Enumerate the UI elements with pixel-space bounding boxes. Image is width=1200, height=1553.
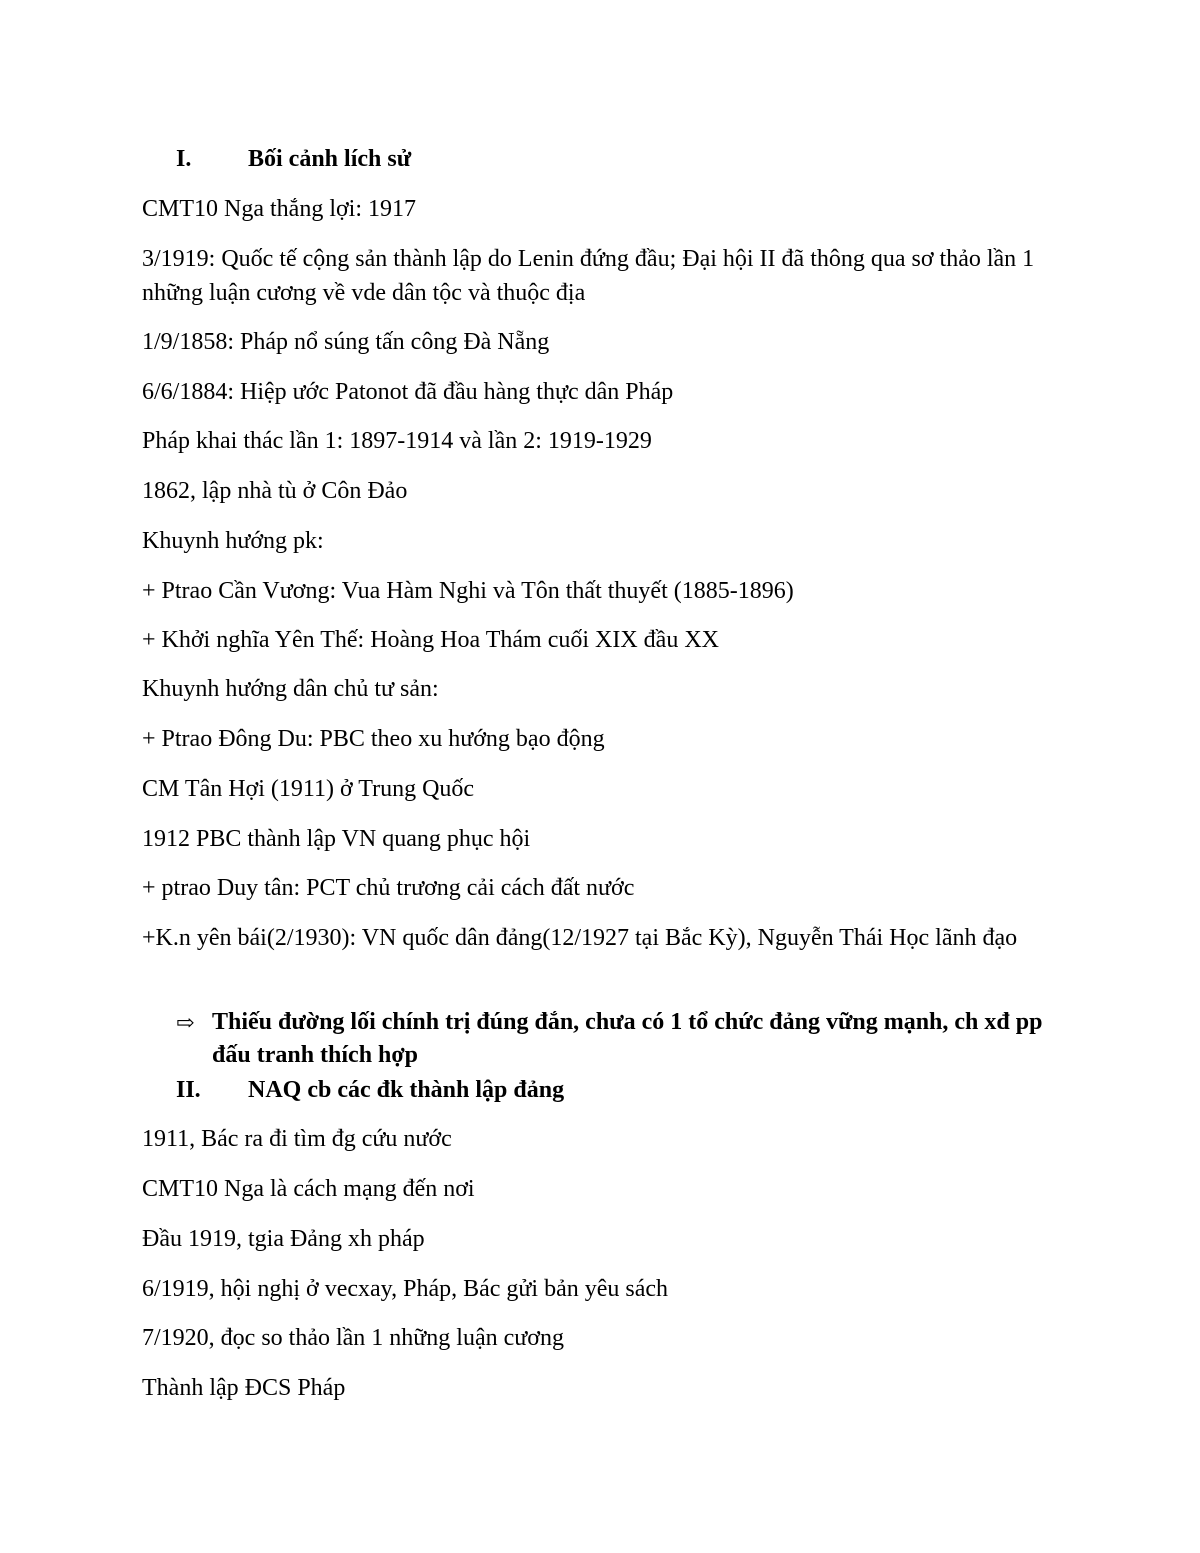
paragraph: +K.n yên bái(2/1930): VN quốc dân đảng(12/1927 tại Bắc Kỳ), Nguyễn Thái Học lãnh đạo	[142, 925, 1018, 951]
paragraph: CM Tân Hợi (1911) ở Trung Quốc	[142, 776, 475, 802]
paragraph: 3/1919: Quốc tế cộng sản thành lập do Lenin đứng đầu; Đại hội II đã thông qua sơ thảo lần 1 những luận cương về vde dân tộc và thuộc địa	[142, 246, 1035, 306]
paragraph: 1/9/1858: Pháp nổ súng tấn công Đà Nẵng	[142, 329, 550, 355]
paragraph: Pháp khai thác lần 1: 1897-1914 và lần 2: 1919-1929	[142, 428, 652, 454]
paragraph: + Khởi nghĩa Yên Thế: Hoàng Hoa Thám cuối XIX đầu XX	[142, 627, 719, 653]
section-title: Bối cảnh lích sử	[248, 146, 412, 172]
paragraph: Khuynh hướng pk:	[142, 528, 324, 554]
paragraph: 1862, lập nhà tù ở Côn Đảo	[142, 478, 408, 504]
paragraph: Khuynh hướng dân chủ tư sản:	[142, 676, 439, 702]
paragraph: + ptrao Duy tân: PCT chủ trương cải cách đất nước	[142, 875, 635, 901]
section-heading-2	[176, 1075, 564, 1105]
section-number: I.	[176, 146, 192, 172]
paragraph: + Ptrao Đông Du: PBC theo xu hướng bạo động	[142, 726, 605, 752]
conclusion-item	[176, 1006, 1066, 1072]
paragraph: Thành lập ĐCS Pháp	[142, 1375, 346, 1401]
section-number: II.	[176, 1077, 201, 1103]
section-heading-1	[176, 144, 411, 174]
paragraph: CMT10 Nga thắng lợi: 1917	[142, 196, 417, 222]
paragraph: 1912 PBC thành lập VN quang phục hội	[142, 826, 531, 852]
paragraph: 7/1920, đọc so thảo lần 1 những luận cương	[142, 1325, 564, 1351]
paragraph: 6/1919, hội nghị ở vecxay, Pháp, Bác gửi bản yêu sách	[142, 1276, 669, 1302]
arrow-right-icon: ⇨	[176, 1010, 195, 1035]
paragraph: Đầu 1919, tgia Đảng xh pháp	[142, 1226, 425, 1252]
paragraph: 6/6/1884: Hiệp ước Patonot đã đầu hàng thực dân Pháp	[142, 379, 674, 405]
section-title: NAQ cb các đk thành lập đảng	[248, 1077, 565, 1103]
paragraph: + Ptrao Cần Vương: Vua Hàm Nghi và Tôn thất thuyết (1885-1896)	[142, 578, 794, 604]
paragraph: 1911, Bác ra đi tìm đg cứu nước	[142, 1126, 452, 1152]
conclusion-text: Thiếu đường lối chính trị đúng đắn, chưa có 1 tổ chức đảng vững mạnh, ch xđ pp đấu tranh thích hợp	[212, 1009, 1043, 1068]
paragraph: CMT10 Nga là cách mạng đến nơi	[142, 1176, 475, 1202]
